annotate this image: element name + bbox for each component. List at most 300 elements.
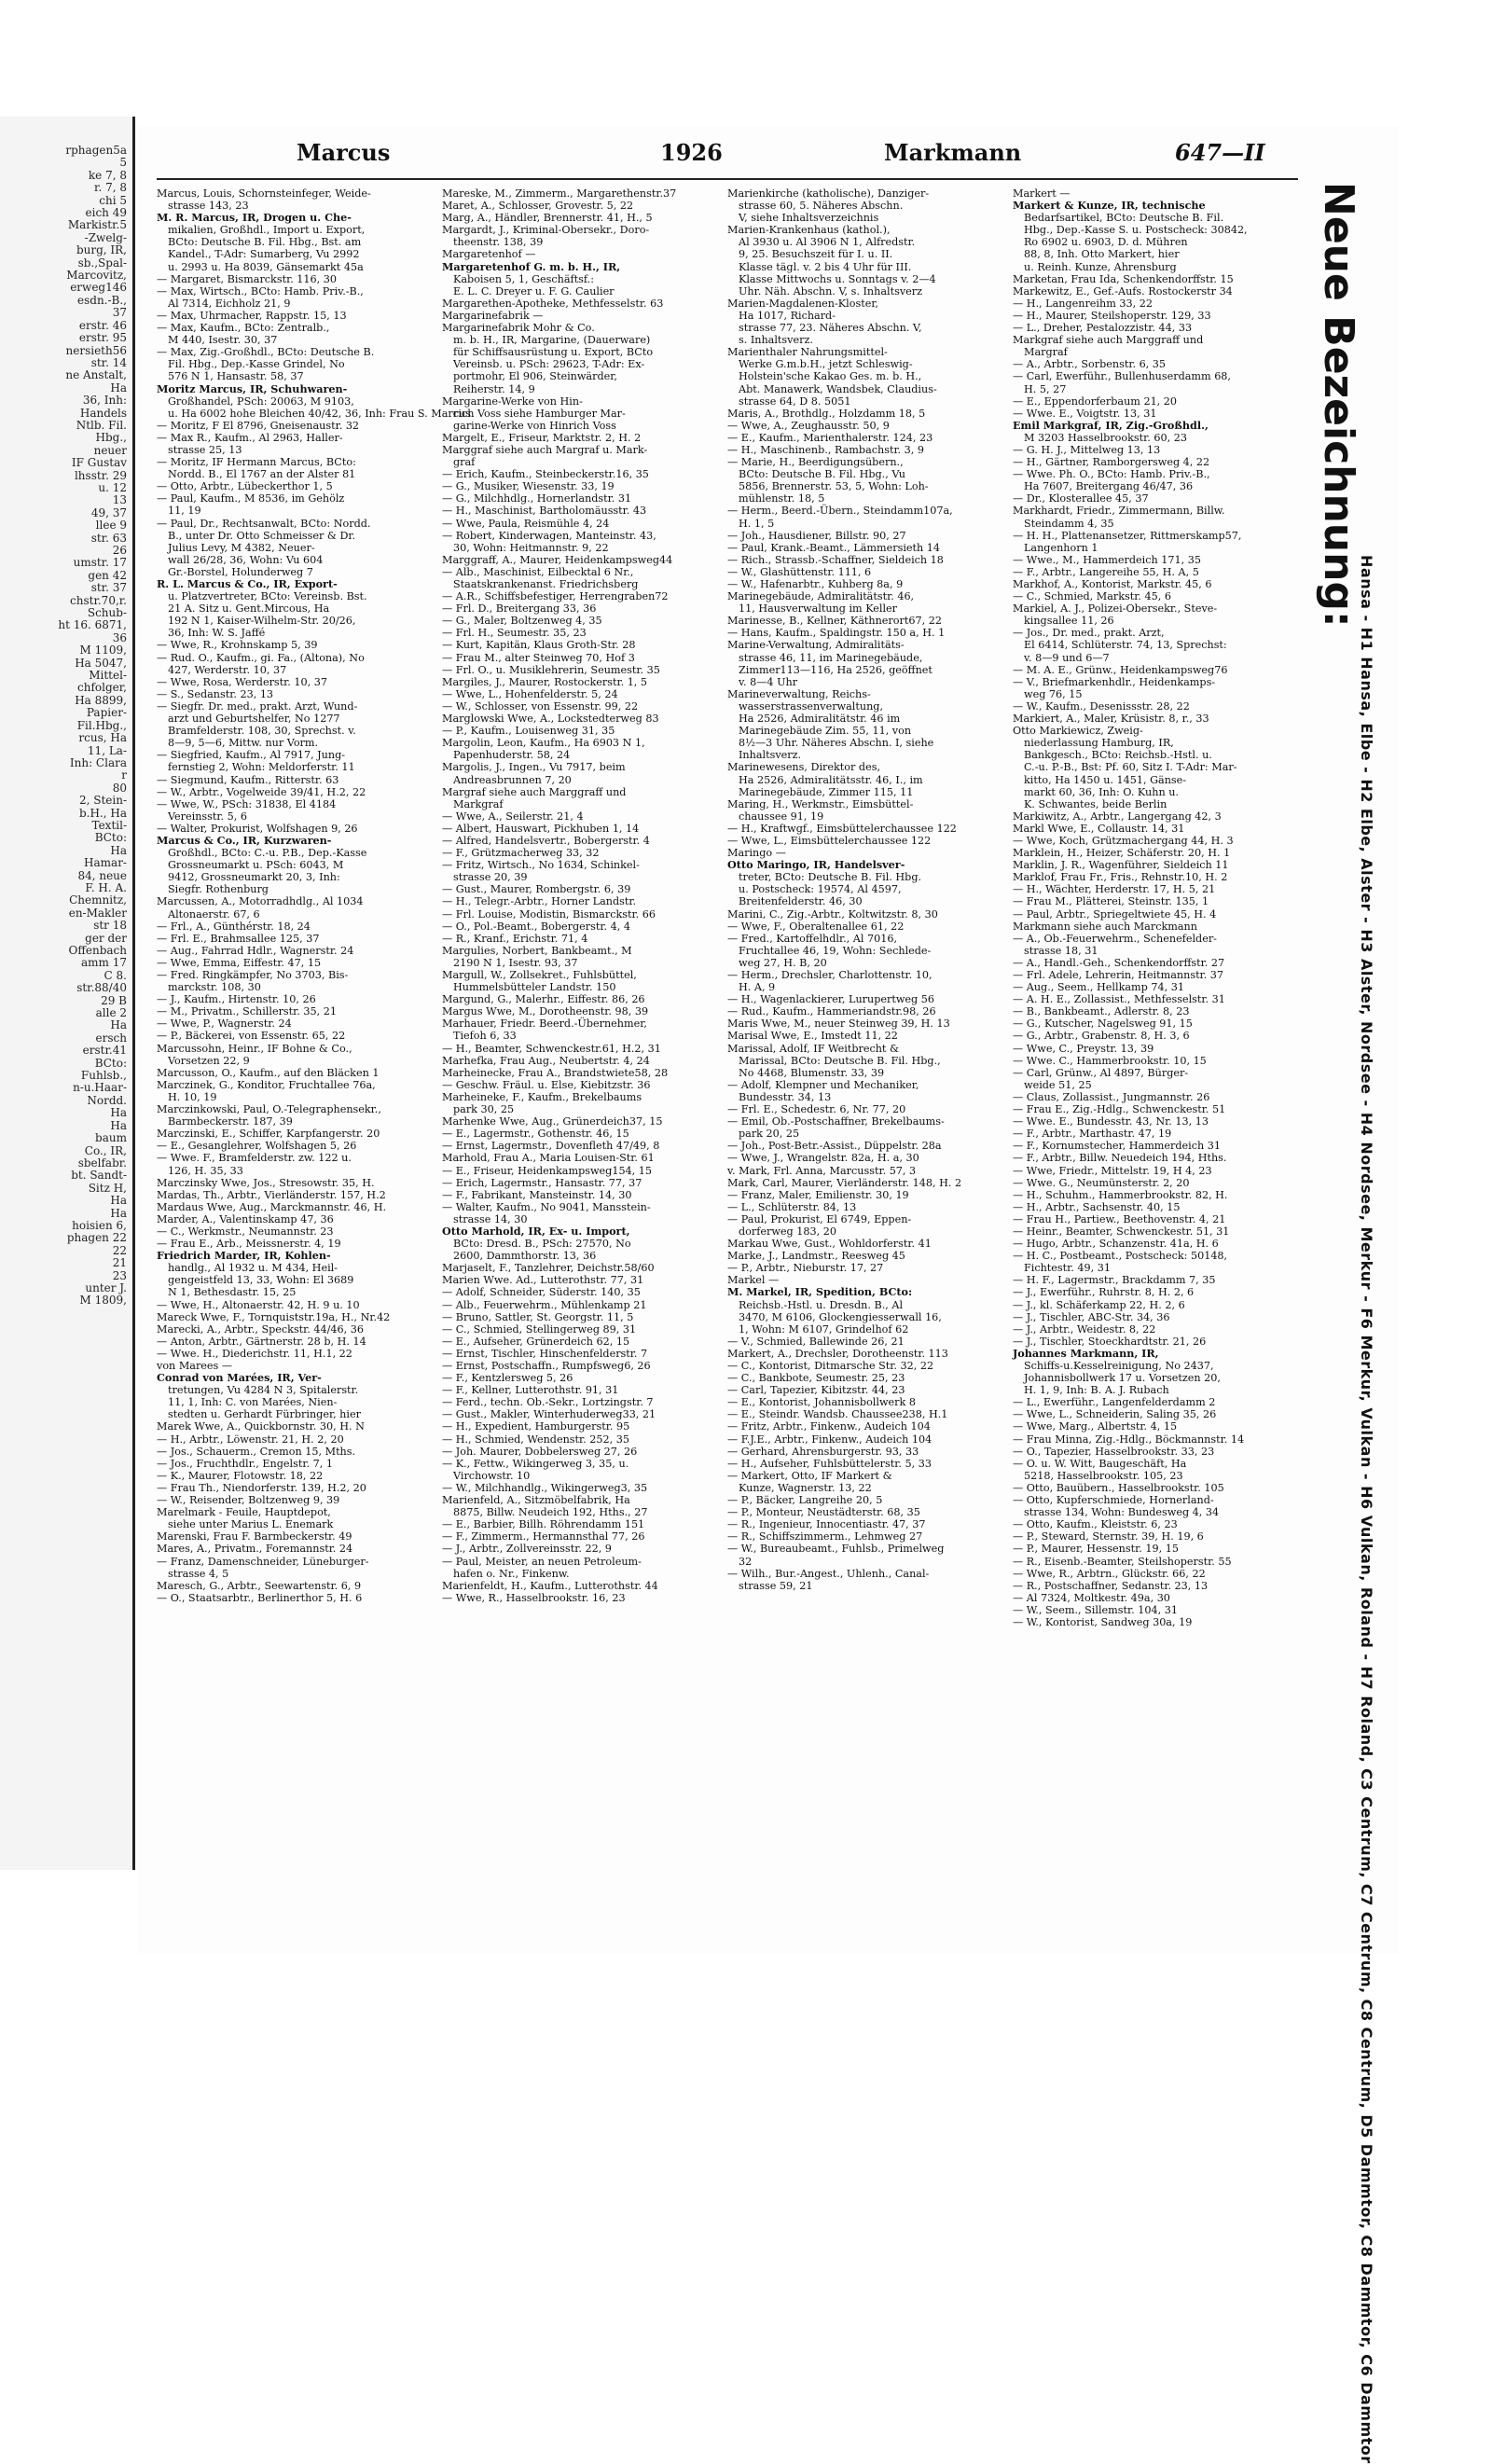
directory-entry: Al 3930 u. Al 3906 N 1, Alfredstr. — [739, 236, 916, 249]
gutter-fragment: Offenbach — [68, 944, 127, 957]
directory-entry: — R., Eisenb.-Beamter, Steilshoperstr. 55 — [1013, 1555, 1232, 1568]
directory-entry: Ro 6902 u. 6903, D. d. Mühren — [1024, 236, 1188, 249]
directory-entry: Fil. Hbg., Dep.-Kasse Grindel, No — [168, 358, 345, 371]
directory-entry: — Otto, Arbtr., Lübeckerthor 1, 5 — [157, 480, 333, 493]
directory-entry: Markiel, A. J., Polizei-Obersekr., Steve- — [1013, 602, 1218, 616]
directory-entry: — Frau M., Plätterei, Steinstr. 135, 1 — [1013, 895, 1209, 908]
gutter-fragment: nersieth56 — [65, 343, 127, 357]
directory-entry: u. Postscheck: 19574, Al 4597, — [739, 883, 902, 896]
directory-entry: Marklein, H., Heizer, Schäferstr. 20, H. 1 — [1013, 847, 1231, 860]
directory-entry: park 30, 25 — [453, 1103, 515, 1116]
directory-entry: Marinesse, B., Kellner, Käthnerort67, 22 — [727, 615, 942, 628]
directory-entry: — E., Kontorist, Johannisbollwerk 8 — [727, 1396, 916, 1409]
directory-entry: Marhefka, Frau Aug., Neubertstr. 4, 24 — [442, 1054, 650, 1067]
directory-entry: — Wwe, J., Wrangelstr. 82a, H. a, 30 — [727, 1152, 919, 1165]
gutter-fragment: 37 — [112, 306, 127, 320]
directory-entry: Marine-Verwaltung, Admiralitäts- — [727, 639, 905, 652]
directory-entry: Otto Maringo, IR, Handelsver- — [727, 858, 905, 872]
directory-entry: Marecki, A., Arbtr., Speckstr. 44/46, 36 — [157, 1322, 364, 1336]
gutter-fragment: Schub- — [87, 606, 127, 620]
directory-entry: — Heinr., Beamter, Schwenckestr. 51, 31 — [1013, 1225, 1230, 1238]
gutter-fragment: alle 2 — [95, 1006, 127, 1020]
directory-entry: — A., Handl.-Geh., Schenkendorffstr. 27 — [1013, 956, 1225, 969]
directory-entry: — Otto, Kupferschmiede, Hornerland- — [1013, 1494, 1214, 1507]
gutter-fragment: Ha — [110, 1018, 127, 1032]
directory-entry: Marinegebäude, Zimmer 115, 11 — [739, 785, 914, 798]
gutter-fragment: BCto: — [94, 831, 127, 845]
directory-entry: — A., Arbtr., Sorbenstr. 6, 35 — [1013, 358, 1167, 371]
directory-entry: Grossneumarkt u. PSch: 6043, M — [168, 859, 344, 872]
directory-entry: — B., Bankbeamt., Adlerstr. 8, 23 — [1013, 1005, 1190, 1018]
directory-entry: — Adolf, Klempner und Mechaniker, — [727, 1078, 919, 1091]
directory-entry: von Marees — — [157, 1360, 233, 1372]
directory-entry: — E., Gesanglehrer, Wolfshagen 5, 26 — [157, 1140, 357, 1153]
directory-entry: Altonaerstr. 67, 6 — [168, 907, 260, 921]
directory-entry: — Wwe. E., Bundesstr. 43, Nr. 13, 13 — [1013, 1115, 1209, 1128]
directory-entry: strasse 59, 21 — [739, 1579, 813, 1592]
directory-entry: — C., Schmied, Markstr. 45, 6 — [1013, 590, 1171, 603]
directory-entry: weg 76, 15 — [1024, 687, 1083, 700]
directory-entry: Reiherstr. 14, 9 — [453, 382, 535, 395]
directory-entry: Uhr. Näh. Abschn. V, s. Inhaltsverz — [739, 284, 922, 298]
directory-entry: — Gust., Maurer, Rombergstr. 6, 39 — [442, 883, 631, 896]
gutter-fragment: baum — [95, 1131, 127, 1145]
directory-entry: Ha 2526, Admiralitätstr. 46 im — [739, 713, 901, 726]
directory-entry: Fichtestr. 49, 31 — [1024, 1262, 1111, 1275]
directory-entry: Marissal, Adolf, IF Weitbrecht & — [727, 1042, 899, 1055]
directory-entry: Maris Wwe, M., neuer Steinweg 39, H. 13 — [727, 1017, 950, 1031]
directory-entry: — G. H. J., Mittelweg 13, 13 — [1013, 443, 1161, 456]
directory-entry: — Paul, Dr., Rechtsanwalt, BCto: Nordd. — [157, 517, 371, 530]
directory-entry: strasse 64, D 8. 5051 — [739, 395, 851, 408]
directory-entry: — Siegfried, Kaufm., Al 7917, Jung- — [157, 749, 346, 762]
directory-entry: Hummelsbütteler Landstr. 150 — [453, 981, 616, 994]
directory-entry: — K., Maurer, Flotowstr. 18, 22 — [157, 1469, 324, 1482]
directory-entry: — W., Kaufm., Desenissstr. 28, 22 — [1013, 699, 1190, 713]
directory-entry: Gr.-Borstel, Holunderweg 7 — [168, 565, 313, 578]
directory-entry: Marhenke Wwe, Aug., Grünerdeich37, 15 — [442, 1115, 663, 1128]
directory-entry: — Max R., Kaufm., Al 2963, Haller- — [157, 431, 343, 444]
directory-entry: — Fred., Kartoffelhdlr., Al 7016, — [727, 932, 898, 945]
gutter-fragment: 21 — [112, 1256, 127, 1270]
directory-entry: Marineverwaltung, Reichs- — [727, 687, 871, 700]
directory-entry: Marisal Wwe, E., Imstedt 11, 22 — [727, 1030, 898, 1043]
directory-entry: — Moritz, F El 8796, Gneisenaustr. 32 — [157, 419, 360, 432]
directory-entry: Marienkirche (katholische), Danziger- — [727, 187, 930, 200]
directory-entry: v. 8—4 Uhr — [739, 675, 798, 688]
directory-entry: — J., Arbtr., Zollvereinsstr. 22, 9 — [442, 1543, 612, 1556]
directory-entry: — Jos., Fruchthdlr., Engelstr. 7, 1 — [157, 1457, 333, 1470]
directory-entry: arzt und Geburtshelfer, No 1277 — [168, 713, 340, 726]
directory-entry: — Ernst, Tischler, Hinschenfelderstr. 7 — [442, 1347, 648, 1360]
directory-entry: — Paul, Kaufm., M 8536, im Gehölz — [157, 492, 345, 505]
directory-entry: Maresch, G., Arbtr., Seewartenstr. 6, 9 — [157, 1579, 362, 1592]
header-rule — [157, 178, 1298, 180]
gutter-fragment: str 18 — [93, 919, 127, 933]
directory-entry: El 6414, Schlüterstr. 74, 13, Sprechst: — [1024, 639, 1227, 652]
directory-entry: — H., Arbtr., Sachsenstr. 40, 15 — [1013, 1200, 1181, 1213]
directory-entry: Margraf siehe auch Marggraff und — [442, 785, 627, 798]
directory-entry: — Siegfr. Dr. med., prakt. Arzt, Wund- — [157, 699, 358, 713]
directory-entry: Marjaselt, F., Tanzlehrer, Deichstr.58/60 — [442, 1262, 655, 1275]
gutter-fragment: BCto: — [94, 1056, 127, 1070]
previous-page-gutter — [0, 117, 135, 1870]
directory-entry: Markhardt, Friedr., Zimmermann, Billw. — [1013, 505, 1225, 518]
directory-entry: strasse 143, 23 — [168, 200, 249, 213]
directory-entry: — Anton, Arbtr., Gärtnerstr. 28 b, H. 14 — [157, 1335, 366, 1348]
gutter-fragment: Hamar- — [84, 856, 127, 870]
directory-entry: — Joh., Hausdiener, Billstr. 90, 27 — [727, 529, 906, 542]
directory-entry: strasse 77, 23. Näheres Abschn. V, — [739, 322, 922, 335]
directory-entry: — Carl, Tapezier, Kibitzstr. 44, 23 — [727, 1384, 905, 1397]
directory-entry: R. L. Marcus & Co., IR, Export- — [157, 577, 338, 590]
directory-entry: weide 51, 25 — [1024, 1078, 1092, 1091]
gutter-fragment: Ntlb. Fil. — [76, 418, 127, 432]
directory-entry: M 3203 Hasselbrookstr. 60, 23 — [1024, 431, 1187, 444]
directory-entry: kitto, Ha 1450 u. 1451, Gänse- — [1024, 773, 1187, 786]
directory-entry: — P., Bäcker, Langreihe 20, 5 — [727, 1494, 883, 1507]
directory-entry: — Hans, Kaufm., Spaldingstr. 150 a, H. 1 — [727, 627, 946, 640]
directory-entry: Marinegebäude Zim. 55, 11, von — [739, 725, 912, 738]
directory-entry: 32 — [739, 1555, 753, 1568]
gutter-fragment: rcus, Ha — [78, 731, 127, 745]
directory-entry: — M., Privatm., Schillerstr. 35, 21 — [157, 1005, 337, 1018]
directory-entry: — R., Ingenieur, Innocentiastr. 47, 37 — [727, 1518, 926, 1531]
directory-entry: — Frau M., alter Steinweg 70, Hof 3 — [442, 651, 635, 664]
directory-entry: 2190 N 1, Isestr. 93, 37 — [453, 956, 578, 969]
directory-entry: Inhaltsverz. — [739, 749, 802, 762]
directory-entry: — H., Aufseher, Fuhlsbüttelerstr. 5, 33 — [727, 1457, 932, 1470]
directory-entry: — Wwe, Rosa, Werderstr. 10, 37 — [157, 675, 327, 688]
directory-entry: Markel — — [727, 1274, 780, 1287]
directory-entry: — R., Postschaffner, Sedanstr. 23, 13 — [1013, 1579, 1209, 1592]
directory-entry: Moritz Marcus, IR, Schuhwaren- — [157, 381, 348, 395]
gutter-fragment: C 8. — [104, 968, 127, 982]
directory-entry: — H., Telegr.-Arbtr., Horner Landstr. — [442, 895, 637, 908]
directory-entry: Markgraf — [453, 797, 504, 810]
gutter-fragment: Handels — [79, 406, 127, 420]
directory-entry: — W., Reisender, Boltzenweg 9, 39 — [157, 1494, 340, 1507]
directory-entry: Schiffs-u.Kesselreinigung, No 2437, — [1024, 1360, 1214, 1372]
directory-entry: — P., Steward, Sternstr. 39, H. 19, 6 — [1013, 1530, 1204, 1543]
gutter-fragment: ne Anstalt, — [65, 368, 127, 382]
gutter-fragment: umstr. 17 — [73, 556, 127, 570]
directory-entry: — H., Wagenlackierer, Lurupertweg 56 — [727, 993, 935, 1006]
directory-entry: Marczinkowski, Paul, O.-Telegraphensekr., — [157, 1103, 381, 1116]
gutter-fragment: ht 16. 6871, — [58, 618, 127, 632]
directory-entry: 30, Wohn: Heitmannstr. 9, 22 — [453, 541, 609, 554]
directory-entry: Markmann siehe auch Marckmann — [1013, 920, 1197, 933]
directory-entry: mikalien, Großhdl., Import u. Export, — [168, 224, 366, 237]
directory-entry: — O., Tapezier, Hasselbrookstr. 33, 23 — [1013, 1445, 1215, 1458]
directory-entry: — H., Maschinenb., Rambachstr. 3, 9 — [727, 443, 925, 456]
directory-entry: Margarine-Werke von Hin- — [442, 395, 583, 408]
directory-entry: — Frau E., Zig.-Hdlg., Schwenckestr. 51 — [1013, 1103, 1226, 1116]
directory-entry: — V., Briefmarkenhdlr., Heidenkamps- — [1013, 675, 1216, 688]
directory-entry: — Otto, Kaufm., Kleiststr. 6, 23 — [1013, 1518, 1178, 1531]
directory-entry: — Paul, Krank.-Beamt., Lämmersieth 14 — [727, 541, 941, 554]
directory-entry: 1, Wohn: M 6107, Grindelhof 62 — [739, 1322, 909, 1336]
directory-entry: — H., Gärtner, Ramborgersweg 4, 22 — [1013, 456, 1210, 469]
directory-entry: — L., Schlüterstr. 84, 13 — [727, 1200, 857, 1213]
directory-entry: — E., Lagermstr., Gothenstr. 46, 15 — [442, 1128, 629, 1141]
gutter-fragment: burg, IR, — [76, 243, 127, 257]
directory-entry: strasse 4, 5 — [168, 1567, 229, 1580]
directory-entry: Marggraff, A., Maurer, Heidenkampsweg44 — [442, 553, 673, 566]
directory-entry: — Wwe. E., Voigtstr. 13, 31 — [1013, 407, 1157, 420]
directory-entry: Marcusson, O., Kaufm., auf den Bläcken 1 — [157, 1066, 380, 1079]
directory-entry: — W., Seem., Sillemstr. 104, 31 — [1013, 1603, 1178, 1616]
directory-entry: K. Schwantes, beide Berlin — [1024, 797, 1167, 810]
directory-entry: Großhandel, PSch: 20063, M 9103, — [168, 395, 354, 408]
directory-entry: — G., Kutscher, Nagelsweg 91, 15 — [1013, 1017, 1193, 1031]
gutter-fragment: en-Makler — [68, 906, 127, 920]
gutter-fragment: str.88/40 — [76, 981, 127, 995]
directory-entry: Marczinek, G., Konditor, Fruchtallee 76a, — [157, 1078, 376, 1091]
directory-entry: Reichsb.-Hstl. u. Dresdn. B., Al — [739, 1298, 904, 1311]
directory-entry: 9412, Grossneumarkt 20, 3, Inh: — [168, 871, 340, 884]
directory-entry: — Wwe, Koch, Grützmachergang 44, H. 3 — [1013, 834, 1234, 847]
directory-entry: wasserstrassenverwaltung, — [739, 699, 883, 713]
directory-entry: markt 60, 36, Inh: O. Kuhn u. — [1024, 785, 1179, 798]
directory-entry: Marienfeldt, H., Kaufm., Lutterothstr. 44 — [442, 1579, 658, 1592]
directory-entry: — Gerhard, Ahrensburgerstr. 93, 33 — [727, 1445, 919, 1458]
gutter-fragment: Ha — [110, 843, 127, 857]
directory-entry: 11, 19 — [168, 505, 201, 518]
sidebar-codes: Hansa - H1 Hansa, Elbe - H2 Elbe, Alster - H3 Alster, Nordsee - H4 Nordsee, Merkur - F6 Merkur, Vulkan - H6 Vulkan, Roland - H7 Roland, C3 Centrum, C7 Centrum, C8 Centrum, D5 Dammtor, C8 Dammtor, C6 Dammtor — [1358, 555, 1375, 2464]
directory-entry: — Wwe. F., Bramfelderstr. zw. 122 u. — [157, 1152, 352, 1165]
directory-entry: — H., Arbtr., Löwenstr. 21, H. 2, 20 — [157, 1433, 344, 1446]
directory-entry: — Wwe, Friedr., Mittelstr. 19, H 4, 23 — [1013, 1164, 1212, 1177]
directory-page — [138, 126, 1399, 2464]
gutter-fragment: Ha — [110, 381, 127, 395]
directory-entry: 192 N 1, Kaiser-Wilhelm-Str. 20/26, — [168, 615, 356, 628]
directory-entry: — Robert, Kinderwagen, Manteinstr. 43, — [442, 529, 656, 542]
directory-entry: — E., Steindr. Wandsb. Chaussee238, H.1 — [727, 1408, 948, 1421]
directory-entry: — H., Beamter, Schwenckestr.61, H.2, 31 — [442, 1042, 661, 1055]
directory-entry: — Carl, Ewerführ., Bullenhuserdamm 68, — [1013, 370, 1231, 383]
directory-entry: Markert & Kunze, IR, technische — [1013, 199, 1206, 213]
directory-entry: strasse 20, 39 — [453, 871, 528, 884]
directory-entry: Margraf — [1024, 346, 1068, 359]
directory-entry: — C., Werkmstr., Neumannstr. 23 — [157, 1225, 334, 1238]
gutter-fragment: IF Gustav — [71, 456, 127, 470]
directory-entry: 576 N 1, Hansastr. 58, 37 — [168, 370, 304, 383]
directory-entry: — Alfred, Handelsvertr., Bobergerstr. 4 — [442, 834, 650, 847]
directory-entry: — Walter, Kaufm., No 9041, Mansstein- — [442, 1200, 651, 1213]
directory-entry: H. 1, 5 — [739, 517, 775, 530]
gutter-fragment: Co., IR, — [84, 1143, 127, 1157]
directory-entry: v. 8—9 und 6—7 — [1024, 651, 1110, 664]
directory-entry: — R., Kranf., Erichstr. 71, 4 — [442, 932, 588, 945]
directory-entry: Margolis, J., Ingen., Vu 7917, beim — [442, 761, 626, 774]
gutter-fragment: erstr. 46 — [78, 318, 127, 332]
directory-entry: 21 A. Sitz u. Gent.Mircous, Ha — [168, 602, 330, 616]
directory-entry: Otto Markiewicz, Zweig- — [1013, 725, 1143, 738]
directory-entry: theenstr. 138, 39 — [453, 236, 544, 249]
gutter-fragment: n-u.Haar- — [73, 1081, 127, 1095]
directory-entry: Al 7314, Eichholz 21, 9 — [168, 297, 291, 310]
directory-entry: — Wwe, A., Zeughausstr. 50, 9 — [727, 419, 890, 432]
gutter-fragment: str. 63 — [90, 531, 127, 545]
directory-entry: — Paul, Prokurist, El 6749, Eppen- — [727, 1212, 912, 1225]
directory-entry: — Geschw. Fräul. u. Else, Kiebitzstr. 36 — [442, 1078, 651, 1091]
gutter-fragment: Markistr.5 — [67, 218, 127, 232]
directory-entry: — Frl. D., Breitergang 33, 36 — [442, 602, 597, 616]
directory-entry: — W., Arbtr., Vogelweide 39/41, H.2, 22 — [157, 785, 366, 798]
directory-entry: — Ernst, Lagermstr., Dovenfleth 47/49, 8 — [442, 1140, 660, 1153]
directory-entry: BCto: Dresd. B., PSch: 27570, No — [453, 1238, 631, 1251]
directory-entry: — Aug., Fahrrad Hdlr., Wagnerstr. 24 — [157, 944, 354, 957]
directory-entry: 3470, M 6106, Glockengiesserwall 16, — [739, 1310, 942, 1323]
gutter-fragment: Chemnitz, — [69, 893, 127, 907]
directory-entry: graf — [453, 456, 476, 469]
gutter-fragment: Ha — [110, 1194, 127, 1208]
directory-entry: Margardt, J., Kriminal-Obersekr., Doro- — [442, 224, 650, 237]
directory-entry: — E., Aufseher, Grünerdeich 62, 15 — [442, 1335, 630, 1348]
directory-entry: — Wilh., Bur.-Angest., Uhlenh., Canal- — [727, 1567, 930, 1580]
directory-entry: — Wwe, L., Schneiderin, Saling 35, 26 — [1013, 1408, 1217, 1421]
gutter-fragment: Papier- — [86, 706, 127, 720]
directory-entry: — Markert, Otto, IF Markert & — [727, 1469, 892, 1482]
gutter-fragment: Fuhlsb., — [80, 1069, 127, 1083]
directory-entry: strasse 18, 31 — [1024, 944, 1098, 957]
directory-entry: 36, Inh: W. S. Jaffé — [168, 627, 266, 640]
directory-entry: — P., Monteur, Neustädterstr. 68, 35 — [727, 1506, 920, 1519]
gutter-fragment: unter J. — [85, 1280, 127, 1294]
directory-entry: — Otto, Bauübern., Hasselbrookstr. 105 — [1013, 1481, 1224, 1494]
directory-entry: Maris, A., Brothdlg., Holzdamm 18, 5 — [727, 407, 926, 420]
gutter-fragment: sbelfabr. — [77, 1156, 127, 1170]
directory-entry: Marcussen, A., Motorradhdlg., Al 1034 — [157, 895, 364, 908]
directory-entry: — F., Kellner, Lutterothstr. 91, 31 — [442, 1384, 619, 1397]
gutter-fragment: neuer — [93, 443, 127, 457]
directory-entry: — Hugo, Arbtr., Schanzenstr. 41a, H. 6 — [1013, 1238, 1219, 1251]
directory-entry: Großhdl., BCto: C.-u. P.B., Dep.-Kasse — [168, 847, 367, 860]
directory-entry: — Jos., Dr. med., prakt. Arzt, — [1013, 627, 1165, 640]
directory-entry: s. Inhaltsverz. — [739, 334, 813, 347]
gutter-fragment: 5 — [119, 156, 127, 170]
directory-entry: Andreasbrunnen 7, 20 — [453, 773, 572, 786]
directory-entry: — Erich, Lagermstr., Hansastr. 77, 37 — [442, 1176, 642, 1189]
gutter-fragment: 36 — [112, 630, 127, 644]
directory-entry: Zimmer113—116, Ha 2526, geöffnet — [739, 663, 932, 676]
directory-entry: 5218, Hasselbrookstr. 105, 23 — [1024, 1469, 1183, 1482]
directory-entry: Friedrich Marder, IR, Kohlen- — [157, 1249, 331, 1263]
gutter-fragment: chstr.70,r. — [70, 593, 127, 607]
directory-entry: Ha 7607, Breitergang 46/47, 36 — [1024, 480, 1194, 493]
directory-entry: — Wwe. C., Hammerbrookstr. 10, 15 — [1013, 1054, 1207, 1067]
directory-entry: — Wwe, H., Altonaerstr. 42, H. 9 u. 10 — [157, 1298, 360, 1311]
directory-entry: strasse 46, 11, im Marinegebäude, — [739, 651, 923, 664]
gutter-fragment: Marcovitz, — [66, 269, 127, 283]
directory-entry: — G., Musiker, Wiesenstr. 33, 19 — [442, 480, 615, 493]
directory-entry: BCto: Deutsche B. Fil. Hbg., Vu — [739, 468, 905, 481]
gutter-fragment: Ha — [110, 1106, 127, 1120]
directory-entry: — H., Schmied, Wendenstr. 252, 35 — [442, 1433, 629, 1446]
directory-entry: Marhauer, Friedr. Beerd.-Übernehmer, — [442, 1017, 647, 1031]
directory-entry: — Wwe. G., Neumünsterstr. 2, 20 — [1013, 1176, 1190, 1189]
directory-entry: No 4468, Blumenstr. 33, 39 — [739, 1066, 885, 1079]
directory-entry: — F., Arbtr., Billw. Neuedeich 194, Hths. — [1013, 1152, 1227, 1165]
directory-entry: — Aug., Seem., Hellkamp 74, 31 — [1013, 981, 1184, 994]
directory-entry: — H., Langenreihm 33, 22 — [1013, 297, 1153, 310]
gutter-fragment: Sitz H, — [88, 1181, 127, 1195]
directory-entry: — O. u. W. Witt, Baugeschäft, Ha — [1013, 1457, 1187, 1470]
directory-entry: u. Reinh. Kunze, Ahrensburg — [1024, 260, 1177, 273]
directory-entry: — Frl. E., Schedestr. 6, Nr. 77, 20 — [727, 1103, 906, 1116]
directory-entry: — Jos., Schauerm., Cremon 15, Mths. — [157, 1445, 356, 1458]
directory-entry: Virchowstr. 10 — [453, 1469, 531, 1482]
directory-entry: — Wwe, R., Hasselbrookstr. 16, 23 — [442, 1591, 626, 1604]
directory-entry: Bankgesch., BCto: Reichsb.-Hstl. u. — [1024, 749, 1212, 762]
directory-entry: mühlenstr. 18, 5 — [739, 492, 825, 505]
directory-entry: — H., Kraftwgf., Eimsbüttelerchaussee 122 — [727, 822, 957, 835]
directory-entry: — F., Kornumstecher, Hammerdeich 31 — [1013, 1140, 1222, 1153]
directory-entry: — F., Kentzlersweg 5, 26 — [442, 1372, 573, 1385]
directory-entry: — Frl. E., Brahmsallee 125, 37 — [157, 932, 320, 945]
directory-entry: — W., Bureaubeamt., Fuhlsb., Primelweg — [727, 1543, 945, 1556]
directory-entry: — Kurt, Kapitän, Klaus Groth-Str. 28 — [442, 639, 636, 652]
directory-entry: Mardas, Th., Arbtr., Vierländerstr. 157, H.2 — [157, 1188, 386, 1201]
gutter-fragment: str. 37 — [90, 581, 127, 595]
directory-entry: — H., Maurer, Steilshoperstr. 129, 33 — [1013, 309, 1211, 322]
directory-entry: Margulies, Norbert, Bankbeamt., M — [442, 944, 632, 957]
gutter-fragment: Nordd. — [87, 1093, 127, 1107]
directory-entry: Marienthaler Nahrungsmittel- — [727, 346, 888, 359]
gutter-fragment: phagen 22 — [66, 1231, 127, 1245]
gutter-fragment: r. 7, 8 — [94, 181, 127, 195]
vertical-sidebar — [1304, 182, 1397, 2464]
directory-entry: Mareske, M., Zimmerm., Margarethenstr.37 — [442, 187, 677, 200]
directory-entry: Margolin, Leon, Kaufm., Ha 6903 N 1, — [442, 737, 645, 750]
gutter-fragment: Hbg., — [95, 431, 127, 445]
gutter-fragments — [0, 117, 132, 1308]
gutter-fragment: F. H. A. — [85, 880, 127, 894]
directory-entry: — Max, Kaufm., BCto: Zentralb., — [157, 322, 330, 335]
directory-entry: hafen o. Nr., Finkenw. — [453, 1567, 570, 1580]
directory-entry: — M. A. E., Grünw., Heidenkampsweg76 — [1013, 663, 1228, 676]
directory-entry: 8—9, 5—6, Mittw. nur Vorm. — [168, 737, 319, 750]
directory-entry: — K., Fettw., Wikingerweg 3, 35, u. — [442, 1457, 629, 1470]
directory-entry: Kunze, Wagnerstr. 13, 22 — [739, 1481, 872, 1494]
directory-entry: BCto: Deutsche B. Fil. Hbg., Bst. am — [168, 236, 362, 249]
directory-entry: stedten u. Gerhardt Fürbringer, hier — [168, 1408, 361, 1421]
directory-entry: Mares, A., Privatm., Foremannstr. 24 — [157, 1543, 353, 1556]
directory-entry: — Wwe., M., Hammerdeich 171, 35 — [1013, 553, 1201, 566]
directory-entry: 8875, Billw. Neudeich 192, Hths., 27 — [453, 1506, 648, 1519]
directory-entry: — Siegmund, Kaufm., Ritterstr. 63 — [157, 773, 339, 786]
directory-entry: — J., Tischler, Stoeckhardtstr. 21, 26 — [1013, 1335, 1207, 1348]
directory-entry: Marke, J., Landmstr., Reesweg 45 — [727, 1250, 905, 1263]
directory-entry: — F.J.E., Arbtr., Finkenw., Audeich 104 — [727, 1433, 932, 1446]
gutter-fragment: Ha 5047, — [75, 656, 127, 670]
directory-entry: — Paul, Arbtr., Spriegeltwiete 45, H. 4 — [1013, 907, 1217, 921]
directory-entry: Markau Wwe, Gust., Wohldorferstr. 41 — [727, 1238, 932, 1251]
directory-entry: Margelt, E., Friseur, Marktstr. 2, H. 2 — [442, 431, 642, 444]
gutter-fragment: Ha — [110, 1206, 127, 1220]
directory-entry: Markert, A., Drechsler, Dorotheenstr. 113 — [727, 1347, 948, 1360]
directory-entry: Marheinecke, Frau A., Brandstwiete58, 28 — [442, 1066, 669, 1079]
directory-entry: für Schiffsausrüstung u. Export, BCto — [453, 346, 654, 359]
gutter-fragment: Ha 8899, — [75, 693, 127, 707]
directory-entry: — Wwe, Paula, Reismühle 4, 24 — [442, 517, 610, 530]
gutter-fragment: erweg146 — [70, 281, 127, 295]
directory-entry: 8½—3 Uhr. Näheres Abschn. I, siehe — [739, 737, 934, 750]
directory-entry: — J., Ewerführ., Ruhrstr. 8, H. 2, 6 — [1013, 1286, 1195, 1299]
directory-entry: Papenhuderstr. 58, 24 — [453, 749, 571, 762]
gutter-fragment: 84, neue — [77, 868, 127, 882]
